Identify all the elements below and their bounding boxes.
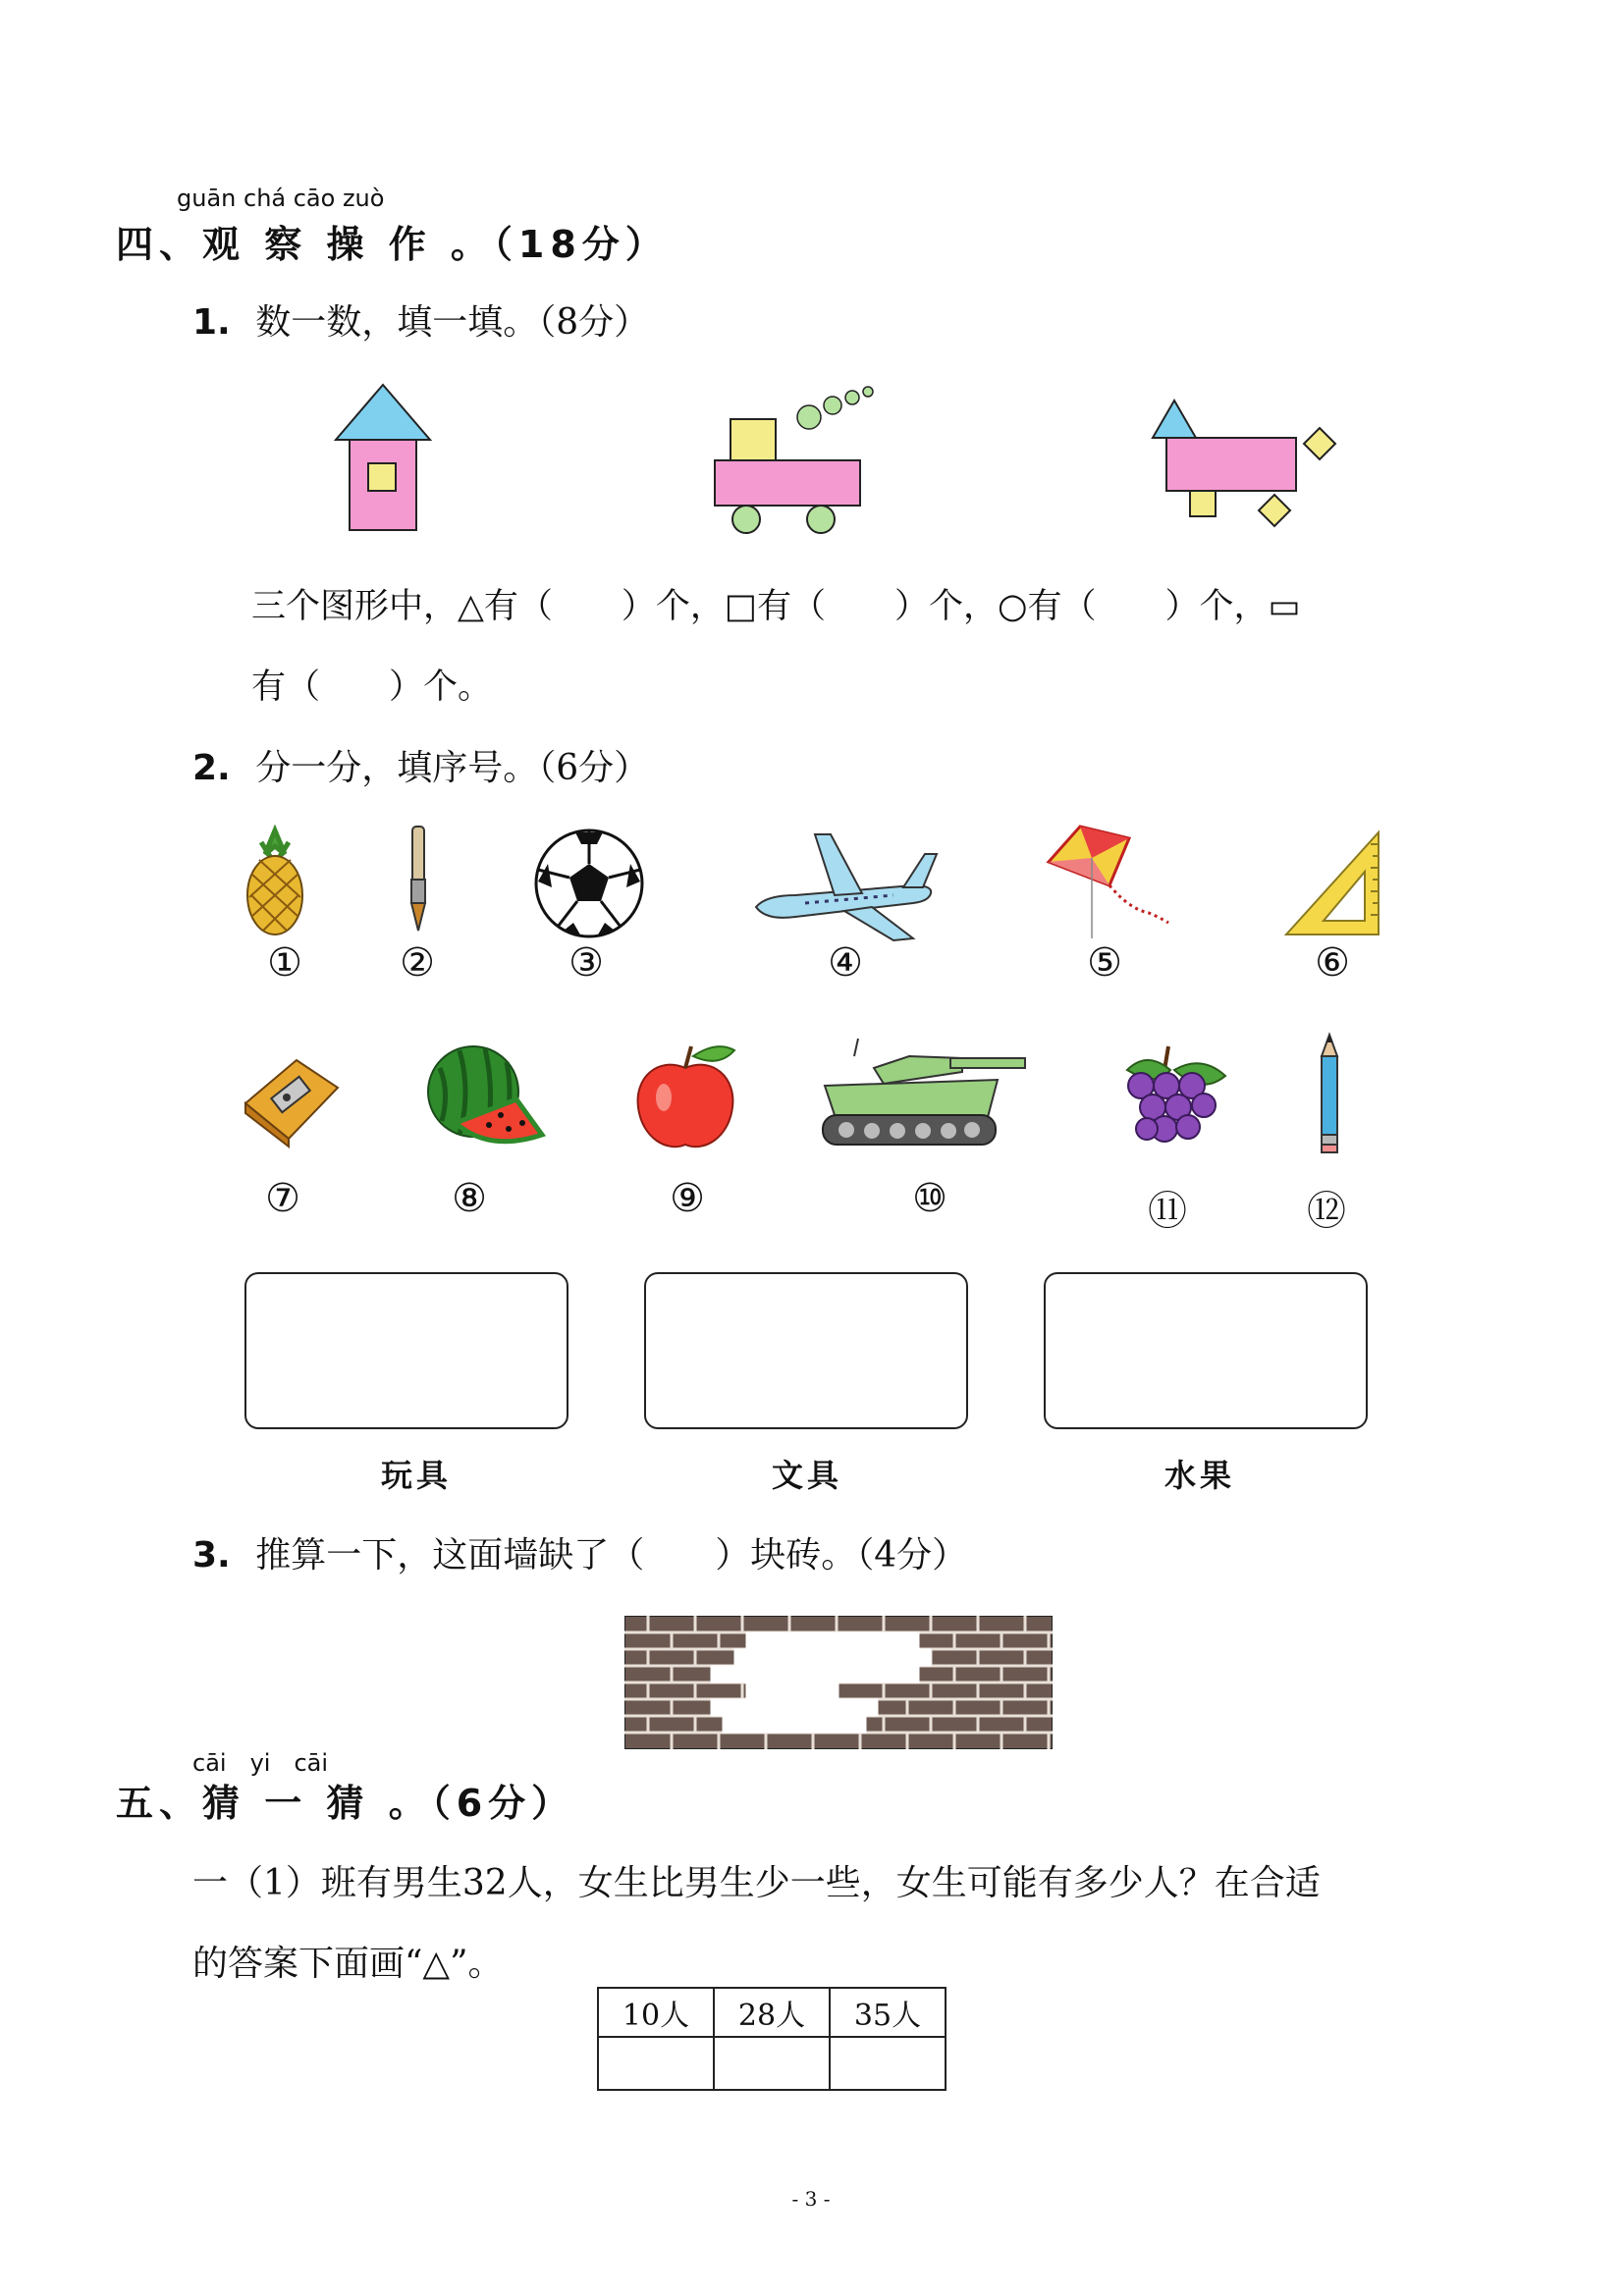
- section5-title: 五、猜 一 猜 。（6分）: [116, 1782, 575, 1825]
- item-number: ⑧: [452, 1176, 487, 1221]
- item-number: ①: [267, 940, 302, 986]
- smoke-circle: [863, 387, 873, 397]
- toys-answer-box[interactable]: [244, 1272, 568, 1429]
- section4-title: 四、观 察 操 作 。（18分）: [116, 223, 669, 266]
- answer-cell[interactable]: [598, 2037, 714, 2090]
- item-number: ⑥: [1315, 940, 1350, 986]
- fountain-pen-icon: [399, 821, 438, 938]
- train-figure: [707, 378, 884, 545]
- dog-tail-square: [1304, 428, 1335, 459]
- pencil-sharpener-icon: [236, 1041, 344, 1148]
- dog-figure: [1139, 393, 1355, 540]
- item-number: ②: [400, 940, 435, 986]
- item-number: ⑪: [1148, 1189, 1187, 1234]
- q2-heading: [192, 740, 649, 790]
- toys-label: 玩具: [380, 1457, 452, 1494]
- item-number: ③: [568, 940, 604, 986]
- house-figure: [324, 373, 442, 540]
- grapes-icon: [1108, 1037, 1235, 1154]
- smoke-circle: [845, 391, 859, 404]
- kite-icon: [1041, 821, 1178, 948]
- house-roof-triangle: [336, 385, 430, 440]
- q1-line2: 有（ ）个。: [251, 667, 493, 707]
- q3-number: 3.: [192, 1535, 231, 1575]
- section5-pinyin: cāi yi cāi: [192, 1749, 329, 1777]
- item-number: ④: [828, 940, 863, 986]
- q3-heading: [192, 1527, 967, 1577]
- fruit-label: 水果: [1163, 1457, 1235, 1494]
- answer-cell[interactable]: [714, 2037, 830, 2090]
- q1-line1: 三个图形中，△有（ ）个，□有（ ）个，○有（ ）个，▭: [251, 587, 1301, 626]
- answer-options-table: [597, 1987, 947, 2091]
- item-number: ⑩: [912, 1176, 947, 1221]
- answer-cell[interactable]: [830, 2037, 946, 2090]
- tank-icon: [815, 1033, 1031, 1160]
- smoke-circle: [797, 405, 821, 429]
- page-number: - 3 -: [791, 2187, 831, 2211]
- pineapple-icon: [236, 825, 314, 942]
- train-body-rectangle: [715, 460, 860, 506]
- dog-body-rectangle: [1166, 438, 1296, 491]
- fruit-answer-box[interactable]: [1044, 1272, 1368, 1429]
- section5-line2: 的答案下面画“△”。: [192, 1944, 504, 1984]
- stationery-label: 文具: [771, 1457, 842, 1494]
- item-number: ⑤: [1087, 940, 1122, 986]
- item-number: ⑦: [265, 1176, 300, 1221]
- option-cell: 10人: [598, 1988, 714, 2037]
- pencil-icon: [1310, 1031, 1349, 1158]
- apple-icon: [628, 1039, 746, 1156]
- dog-ear-triangle: [1153, 400, 1196, 438]
- dog-leg-square: [1190, 491, 1216, 516]
- q2-number: 2.: [192, 748, 231, 788]
- q1-number: 1.: [192, 302, 231, 343]
- train-wheel-circle: [807, 506, 835, 533]
- section4-pinyin: guān chá cāo zuò: [177, 185, 385, 212]
- q1-heading: [192, 294, 649, 345]
- item-number: ⑫: [1307, 1189, 1346, 1234]
- soccer-ball-icon: [530, 825, 648, 942]
- set-square-icon: [1280, 825, 1388, 942]
- train-cab-square: [730, 419, 776, 460]
- stationery-answer-box[interactable]: [644, 1272, 968, 1429]
- q2-prompt: 分一分，填序号。（6分）: [255, 748, 650, 788]
- smoke-circle: [824, 397, 841, 414]
- watermelon-icon: [420, 1039, 548, 1156]
- section5-line1: 一（1）班有男生32人，女生比男生少一些，女生可能有多少人？在合适: [192, 1863, 1321, 1903]
- q3-prompt: 推算一下，这面墙缺了（ ）块砖。（4分）: [255, 1535, 968, 1575]
- q1-prompt: 数一数，填一填。（8分）: [255, 302, 650, 343]
- house-window-square: [368, 463, 396, 491]
- dog-leg-square: [1259, 495, 1290, 526]
- option-cell: 28人: [714, 1988, 830, 2037]
- train-wheel-circle: [732, 506, 760, 533]
- item-number: ⑨: [670, 1176, 705, 1221]
- airplane-icon: [746, 825, 943, 942]
- brick-wall-figure: [624, 1616, 1053, 1749]
- option-cell: 35人: [830, 1988, 946, 2037]
